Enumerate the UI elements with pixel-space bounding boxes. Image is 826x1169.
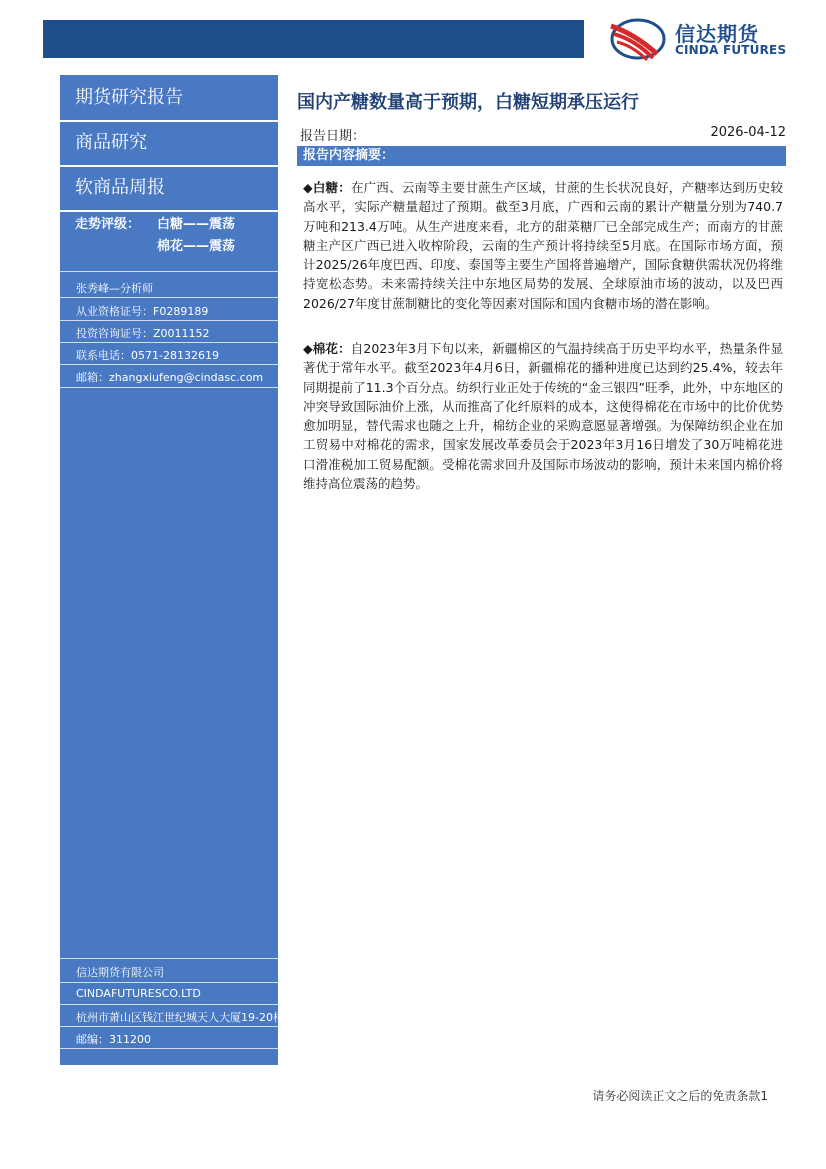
paragraph-text-sugar: 在广西、云南等主要甘蔗生产区域，甘蔗的生长状况良好，产糖率达到历史较高水平，实际产糖量超过了预期。截至3月底，广西和云南的累计产糖量分别为740.7万吨和213.4万吨。从生产进度来看，北方的甜菜糖厂已全部完成生产；而南方的甘蔗糖主产区广西已进入收榨阶段，云南的生产预计将持续至5月底。在国际市场方面，预计2025/26年度巴西、印度、泰国等主要生产国将普遍增产，国际食糖供需状况仍将维持宽松态势。未来需持续关注中东地区局势的发展、全球原油市场的波动，以及巴西2026/27年度甘蔗制糖比的变化等因素对国际和国内食糖市场的潜在影响。 xyxy=(303,180,783,311)
cinda-logo-icon xyxy=(605,16,667,62)
analyst-qualification: 从业资格证号：F0289189 xyxy=(76,305,209,318)
sidebar-divider xyxy=(60,120,278,122)
rating-cotton: 棉花——震荡 xyxy=(157,239,236,254)
sidebar-rule xyxy=(60,982,278,983)
rating-sugar: 白糖——震荡 xyxy=(157,217,236,232)
analyst-consult-id: 投资咨询证号：Z0011152 xyxy=(76,327,210,340)
logo-name-cn: 信达期货 xyxy=(675,22,759,46)
report-title: 国内产糖数量高于预期，白糖短期承压运行 xyxy=(297,92,639,113)
sidebar-rule xyxy=(60,1048,278,1049)
sidebar-rule xyxy=(60,271,278,272)
analyst-email: 邮箱：zhangxiufeng@cindasc.com xyxy=(76,371,264,384)
company-address: 杭州市萧山区钱江世纪城天人大厦19-20楼 xyxy=(76,1011,284,1024)
sidebar-rule xyxy=(60,958,278,959)
company-name: 信达期货有限公司 xyxy=(76,966,164,979)
header-bar xyxy=(43,20,584,58)
analyst-name: 张秀峰—分析师 xyxy=(76,282,153,295)
sidebar-divider xyxy=(60,210,278,212)
summary-heading: 报告内容摘要： xyxy=(297,146,786,166)
report-date-label: 报告日期： xyxy=(300,129,366,144)
summary-paragraph-sugar xyxy=(303,178,783,313)
disclaimer-note: 请务必阅读正文之后的免责条款1 xyxy=(592,1089,768,1103)
sidebar-rule xyxy=(60,364,278,365)
trend-rating xyxy=(75,214,235,258)
sidebar-rule xyxy=(60,1004,278,1005)
sidebar xyxy=(60,75,284,1065)
sidebar-title-category: 商品研究 xyxy=(75,132,147,153)
sidebar-rule xyxy=(60,297,278,298)
sidebar-rule xyxy=(60,387,278,388)
company-site: CINDAFUTURESCO.LTD xyxy=(76,987,201,1000)
sidebar-rule xyxy=(60,342,278,343)
company-logo xyxy=(605,16,795,62)
logo-name-en: CINDA FUTURES xyxy=(675,43,787,57)
sidebar-rule xyxy=(60,1026,278,1027)
summary-paragraph-cotton xyxy=(303,339,783,493)
company-postcode: 邮编：311200 xyxy=(76,1033,151,1046)
sidebar-rule xyxy=(60,320,278,321)
rating-label: 走势评级： xyxy=(75,217,141,232)
sidebar-divider xyxy=(60,165,278,167)
report-date: 2026-04-12 xyxy=(710,125,786,140)
sidebar-title-weekly: 软商品周报 xyxy=(75,177,165,198)
analyst-phone: 联系电话：0571-28132619 xyxy=(76,349,219,362)
paragraph-heading-sugar: ◆白糖： xyxy=(303,180,351,195)
sidebar-title-report-type: 期货研究报告 xyxy=(75,87,183,108)
paragraph-text-cotton: 自2023年3月下旬以来，新疆棉区的气温持续高于历史平均水平，热量条件显著优于常年水平。截至2023年4月6日，新疆棉花的播种进度已达到约25.4%，较去年同期提前了11.3个百分点。纺织行业正处于传统的“金三银四”旺季，此外，中东地区的冲突导致国际油价上涨，从而推高了化纤原料的成本，这使得棉花在市场中的比价优势愈加明显，替代需求也随之上升，棉纺企业的采购意愿显著增强。为保障纺织企业在加工贸易中对棉花的需求，国家发展改革委员会于2023年3月16日增发了30万吨棉花进口滑准税加工贸易配额。受棉花需求回升及国际市场波动的影响，预计未来国内棉价将维持高位震荡的趋势。 xyxy=(303,341,783,492)
paragraph-heading-cotton: ◆棉花： xyxy=(303,341,351,356)
report-date-row xyxy=(297,125,786,145)
